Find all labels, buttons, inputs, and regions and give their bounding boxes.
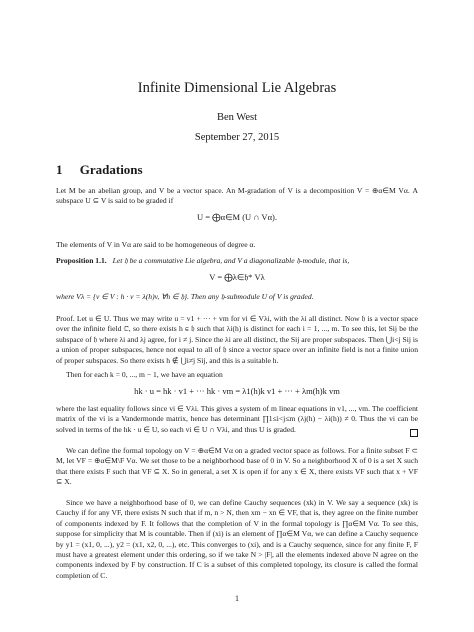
section-number: 1 [56,162,63,177]
proof-paragraph: Proof. Let u ∈ U. Thus we may write u = v1 + ··· + vm for vi ∈ Vλi, with the λi all distinct. Now 𝔥 is a vector space over the infinite field ℂ, so there exists h ∈ 𝔥 such that λi(h) is distinct for each i = 1, ..., m. To see this, let Sij be the subspace of 𝔥 where λi and λj agree, for i ≠ j. Since the λi are all distinct, the Sij are proper subspaces. Then ⋃i<j Sij is a union of proper subspaces, hence not equal to all of 𝔥 since a vector space over an infinite field is not a finite union of proper subspaces. So there exists h ∉ ⋃i≠j Sij, and this is a suitable h. [56,314,418,365]
author: Ben West [216,112,258,123]
section-title: Gradations [79,162,143,177]
paper-title: Infinite Dimensional Lie Algebras [137,80,337,96]
equation-graded: U = ⨁α∈M (U ∩ Vα). [197,212,277,222]
section-heading [56,162,143,178]
date: September 27, 2015 [194,132,280,143]
equation-vandermonde-system: hk · u = hk · v1 + ··· hk · vm = λ1(h)k v1 + ··· + λm(h)k vm [134,386,340,396]
qed-symbol [410,429,418,437]
page-number: 1 [235,594,239,603]
paragraph-homogeneous: The elements of V in Vα are said to be homogeneous of degree α. [56,240,256,249]
paragraph-cauchy-sequences: Since we have a neighborhood base of 0, we can define Cauchy sequences (xk) in V. We say a sequence (xk) is Cauchy if for any VF, there exists N such that if m, n > N, then xm − xn ∈ VF, that is, they agree on the finite number of components indexed by F. It follows that the completion of V in the formal topology is ∏α∈M Vα. To see this, suppose for simplicity that M is countable. Then if (xi) is an element of ∏α∈M Vα, we can define a Cauchy sequence by y1 = (x1, 0, ...), y2 = (x1, x2, 0, ...), etc. This converges to (xi), and is a Cauchy sequence, since for any finite F, F must have a greatest element under this ordering, so if we take N > |F|, all the elements indexed above N agree on the components indexed by F by construction. If C is a subset of this completed topology, its closure is called the formal completion of C. [56,498,418,580]
proposition [56,256,418,266]
proof-paragraph-2: Then for each k = 0, ..., m − 1, we have an equation [66,370,223,379]
proof-paragraph-3: where the last equality follows since vi ∈ Vλi. This gives a system of m linear equations in v1, ..., vm. The coefficient matrix of the vi is a Vandermonde matrix, hence has determinant ∏1≤i<j≤m (λj(h) − λi(h)) ≠ 0. Thus the vi can be solved in terms of the hk · u ∈ U, so each vi ∈ U ∩ Vλi, and thus U is graded. [56,404,418,434]
equation-decomposition: V = ⨁λ∈𝔥* Vλ [209,272,265,282]
paragraph-gradation: Let M be an abelian group, and V be a vector space. An M-gradation of V is a decomposition V = ⊕α∈M Vα. A subspace U ⊆ V is said to be graded if [56,186,418,206]
proposition-label: Proposition 1.1. [56,256,107,265]
paragraph-formal-topology: We can define the formal topology on V = ⊕α∈M Vα on a graded vector space as follows. For a finite subset F ⊂ M, let VF = ⊕α∈M\F Vα. We set those to be a neighborhood base of 0 in V. So a neighborhood X of 0 is a set X such that there exists F such that VF ⊆ X. So in general, a set X is open if for any x ∈ X, there exists VF such that x + VF ⊆ X. [56,446,418,487]
proposition-text: Let 𝔥 be a commutative Lie algebra, and V a diagonalizable 𝔥-module, that is, [112,256,350,265]
proposition-text-2: where Vλ = {v ∈ V : h · v = λ(h)v, ∀h ∈ 𝔥}. Then any 𝔥-submodule U of V is graded. [56,292,314,301]
